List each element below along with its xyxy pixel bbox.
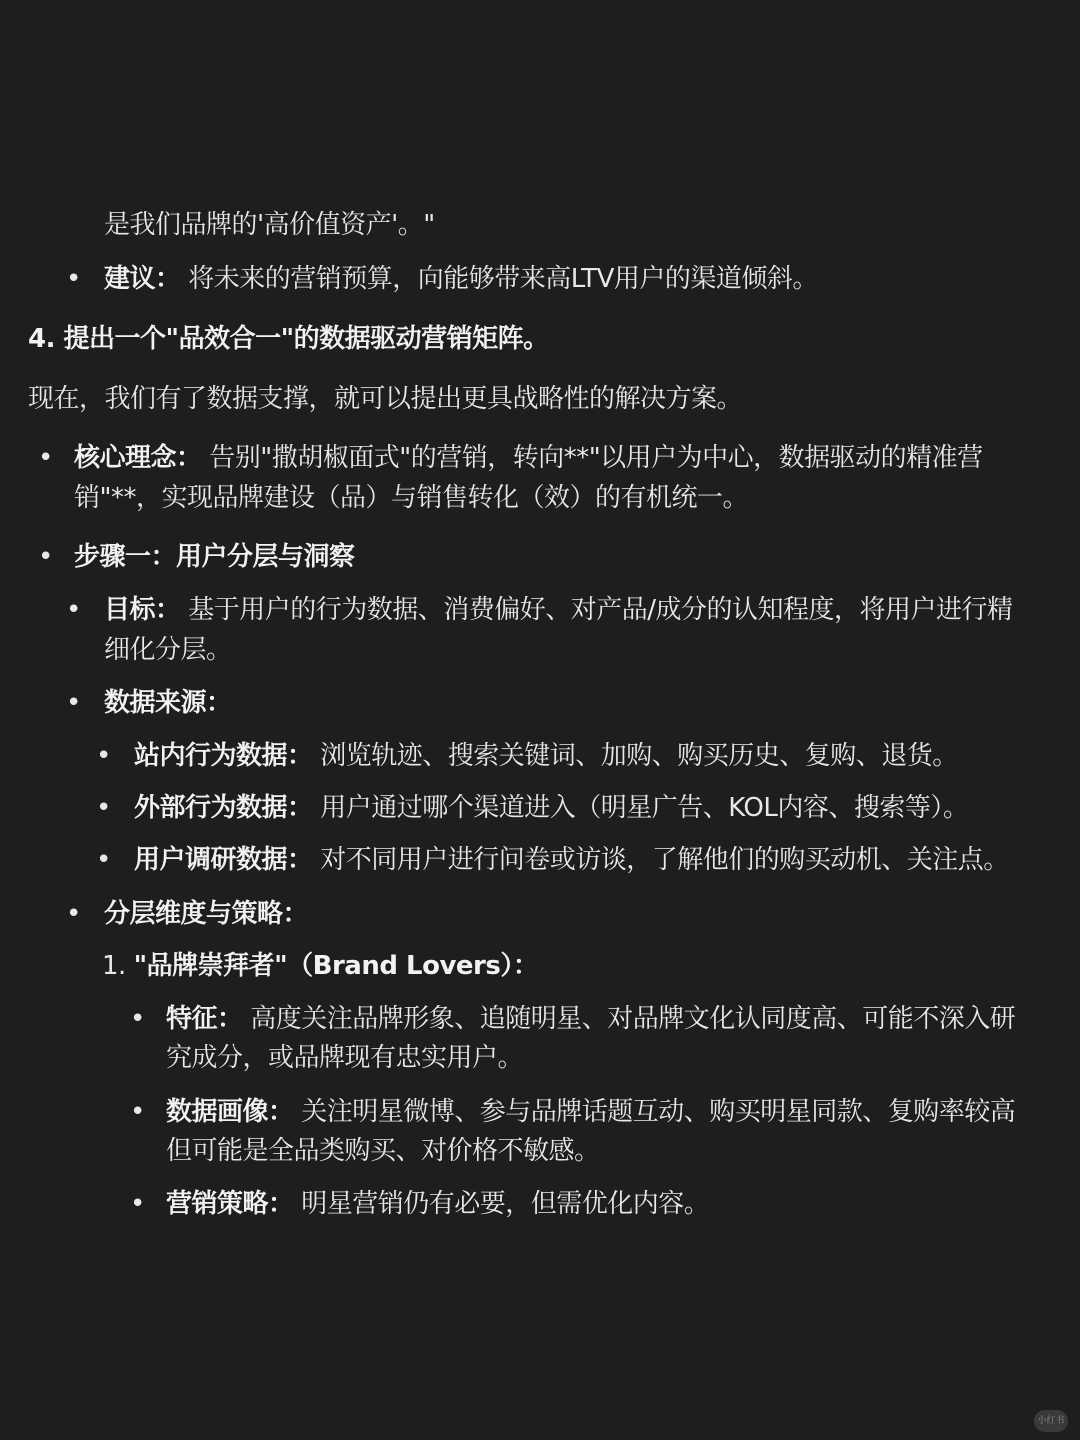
step-one-heading: 步骤一：用户分层与洞察: [74, 542, 355, 572]
continuation-line: 是我们品牌的'高价值资产'。": [104, 210, 435, 240]
bullet-icon: •: [66, 264, 82, 294]
bullet-icon: •: [38, 443, 54, 473]
continuation-text: [104, 205, 435, 245]
list-number: 1.: [102, 951, 126, 981]
data-portrait-label: 数据画像：: [166, 1097, 294, 1127]
bullet-icon: •: [96, 793, 112, 823]
section-heading: 4. 提出一个"品效合一"的数据驱动营销矩阵。: [28, 324, 549, 354]
goal-label: 目标：: [104, 595, 181, 625]
bullet-icon: •: [130, 1004, 146, 1034]
feature-item: [166, 999, 1015, 1039]
goal-text: 基于用户的行为数据、消费偏好、对产品/成分的认知程度，将用户进行精: [188, 595, 1013, 625]
data-source-label: 数据来源：: [104, 688, 232, 718]
data-portrait-text: 关注明星微博、参与品牌话题互动、购买明星同款、复购率较高: [301, 1097, 1016, 1127]
suggestion-item: [104, 259, 818, 299]
feature-label: 特征：: [166, 1004, 243, 1034]
source-external-text: 用户通过哪个渠道进入（明星广告、KOL内容、搜索等）。: [320, 793, 969, 823]
source-item-external: [134, 788, 968, 828]
suggestion-label: 建议：: [104, 264, 181, 294]
bullet-icon: •: [66, 899, 82, 929]
source-survey-label: 用户调研数据：: [134, 845, 313, 875]
data-portrait-continuation: 但可能是全品类购买、对价格不敏感。: [166, 1136, 600, 1166]
bullet-icon: •: [96, 845, 112, 875]
bullet-icon: •: [66, 688, 82, 718]
source-item-survey: [134, 840, 1009, 880]
goal-item: [104, 590, 1013, 630]
core-concept-item: [74, 438, 983, 478]
brand-lovers-title: "品牌崇拜者"（Brand Lovers）：: [133, 951, 539, 981]
source-item-onsite: [134, 736, 958, 776]
bullet-icon: •: [130, 1097, 146, 1127]
source-survey-text: 对不同用户进行问卷或访谈，了解他们的购买动机、关注点。: [320, 845, 1009, 875]
bullet-icon: •: [38, 542, 54, 572]
core-concept-label: 核心理念：: [74, 443, 202, 473]
bullet-icon: •: [130, 1189, 146, 1219]
source-onsite-label: 站内行为数据：: [134, 741, 313, 771]
goal-continuation: 细化分层。: [104, 635, 232, 665]
core-concept-continuation: 销"**，实现品牌建设（品）与销售转化（效）的有机统一。: [74, 483, 748, 513]
bullet-icon: •: [96, 741, 112, 771]
marketing-strategy-item: [166, 1184, 709, 1224]
intro-paragraph: 现在，我们有了数据支撑，就可以提出更具战略性的解决方案。: [28, 384, 743, 414]
source-onsite-text: 浏览轨迹、搜索关键词、加购、购买历史、复购、退货。: [320, 741, 958, 771]
watermark-logo: 小红书: [1034, 1410, 1068, 1432]
feature-text: 高度关注品牌形象、追随明星、对品牌文化认同度高、可能不深入研: [250, 1004, 1016, 1034]
bullet-icon: •: [66, 595, 82, 625]
marketing-strategy-text: 明星营销仍有必要，但需优化内容。: [301, 1189, 710, 1219]
numbered-item-1: [102, 946, 538, 986]
segmentation-label: 分层维度与策略：: [104, 899, 309, 929]
data-portrait-item: [166, 1092, 1015, 1132]
feature-continuation: 究成分，或品牌现有忠实用户。: [166, 1043, 524, 1073]
suggestion-text: 将未来的营销预算，向能够带来高LTV用户的渠道倾斜。: [188, 264, 818, 294]
marketing-strategy-label: 营销策略：: [166, 1189, 294, 1219]
source-external-label: 外部行为数据：: [134, 793, 313, 823]
core-concept-text: 告别"撒胡椒面式"的营销，转向**"以用户为中心，数据驱动的精准营: [209, 443, 983, 473]
